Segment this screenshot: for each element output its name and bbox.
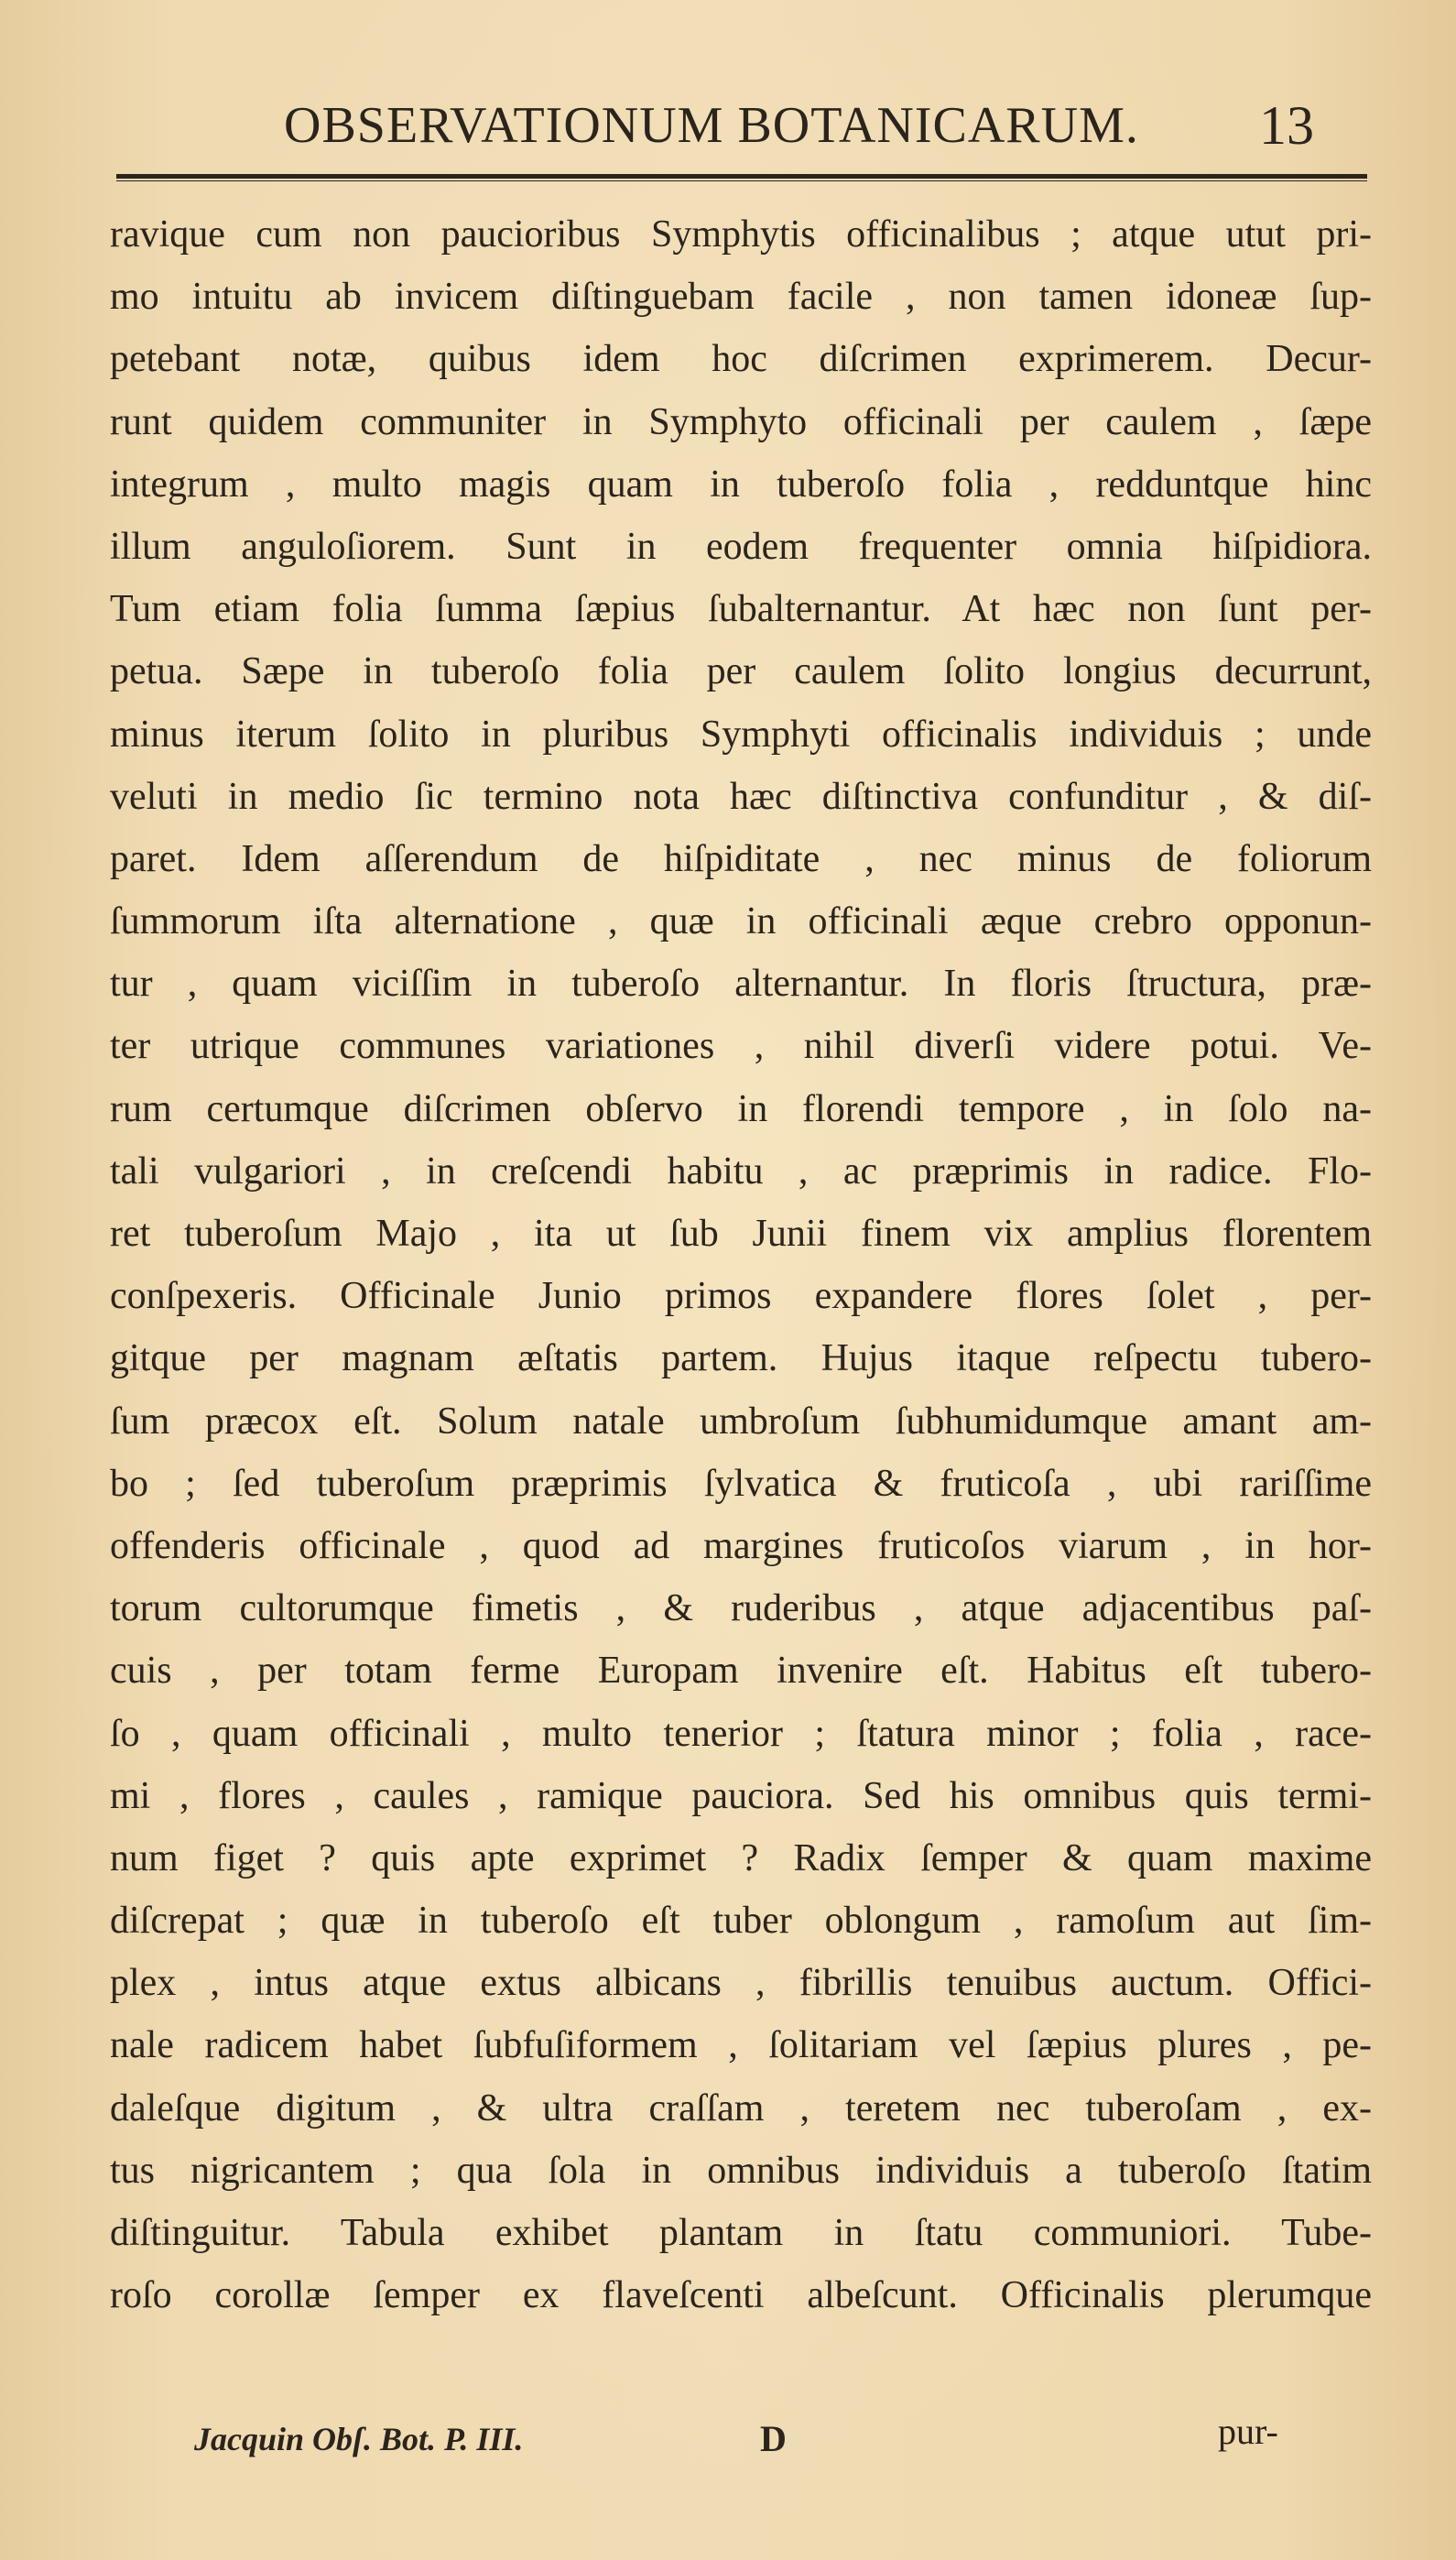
text-line: diſcrepat ; quæ in tuberoſo eſt tuber oblongum , ramoſum aut ſim- <box>110 1900 1372 1943</box>
footer-signature: Jacquin Obſ. Bot. P. III. <box>194 2421 524 2457</box>
text-line: nale radicem habet ſubfuſiformem , ſolitariam vel ſæpius plures , pe- <box>110 2024 1372 2067</box>
text-line: tus nigricantem ; qua ſola in omnibus individuis a tuberoſo ſtatim <box>110 2149 1372 2192</box>
text-line: diſtinguitur. Tabula exhibet plantam in ſtatu communiori. Tube- <box>110 2212 1372 2254</box>
text-line: daleſque digitum , & ultra craſſam , teretem nec tuberoſam , ex- <box>110 2086 1372 2130</box>
header-rule <box>116 174 1367 181</box>
text-line: bo ; ſed tuberoſum præprimis ſylvatica & fruticoſa , ubi rariſſime <box>110 1462 1372 1505</box>
text-line: ravique cum non paucioribus Symphytis officinalibus ; atque utut pri- <box>110 213 1372 256</box>
text-line: petua. Sæpe in tuberoſo folia per caulem ſolito longius decurrunt, <box>110 650 1372 693</box>
page-footer <box>110 2407 1372 2471</box>
text-line: ſum præcox eſt. Solum natale umbroſum ſubhumidumque amant am- <box>110 1400 1372 1443</box>
text-line: rum certumque diſcrimen obſervo in florendi tempore , in ſolo na- <box>110 1087 1372 1130</box>
page-number: 13 <box>1259 95 1314 156</box>
text-line: paret. Idem aſſerendum de hiſpiditate , nec minus de foliorum <box>110 837 1372 880</box>
page-header <box>110 84 1374 167</box>
text-line: integrum , multo magis quam in tuberoſo folia , redduntque hinc <box>110 463 1372 506</box>
text-line: petebant notæ, quibus idem hoc diſcrimen exprimerem. Decur- <box>110 338 1372 381</box>
text-line: plex , intus atque extus albicans , fibrillis tenuibus auctum. Offici- <box>110 1962 1372 2005</box>
text-line: ſummorum iſta alternatione , quæ in officinali æque crebro opponun- <box>110 900 1372 943</box>
text-line: conſpexeris. Officinale Junio primos expandere flores ſolet , per- <box>110 1275 1372 1318</box>
text-line: offenderis officinale , quod ad margines fruticoſos viarum , in hor- <box>110 1524 1372 1567</box>
text-line: ſo , quam officinali , multo tenerior ; ſtatura minor ; folia , race- <box>110 1712 1372 1755</box>
text-line: gitque per magnam æſtatis partem. Hujus itaque reſpectu tubero- <box>110 1337 1372 1380</box>
text-line: tali vulgariori , in creſcendi habitu , ac præprimis in radice. Flo- <box>110 1149 1372 1193</box>
text-line: cuis , per totam ferme Europam invenire eſt. Habitus eſt tubero- <box>110 1650 1372 1693</box>
catchword: pur- <box>1218 2411 1278 2452</box>
text-line: runt quidem communiter in Symphyto officinali per caulem , ſæpe <box>110 400 1372 443</box>
text-line: ret tuberoſum Majo , ita ut ſub Junii finem vix amplius florentem <box>110 1213 1372 1255</box>
text-line: mo intuitu ab invicem diſtinguebam facile , non tamen idoneæ ſup- <box>110 276 1372 319</box>
text-line: tur , quam viciſſim in tuberoſo alternantur. In floris ſtructura, præ- <box>110 963 1372 1006</box>
text-line: ter utrique communes variationes , nihil diverſi videre potui. Ve- <box>110 1025 1372 1068</box>
text-line: num figet ? quis apte exprimet ? Radix ſemper & quam maxime <box>110 1836 1372 1879</box>
text-line: mi , flores , caules , ramique pauciora. Sed his omnibus quis termi- <box>110 1774 1372 1817</box>
body-text <box>110 203 1372 2326</box>
text-line: illum anguloſiorem. Sunt in eodem frequenter omnia hiſpidiora. <box>110 525 1372 568</box>
text-line: roſo corollæ ſemper ex flaveſcenti albeſcunt. Officinalis plerumque <box>110 2274 1372 2317</box>
text-line: minus iterum ſolito in pluribus Symphyti officinalis individuis ; unde <box>110 713 1372 756</box>
text-line: veluti in medio ſic termino nota hæc diſtinctiva confunditur , & diſ- <box>110 775 1372 818</box>
running-title: OBSERVATIONUM BOTANICARUM. <box>284 97 1139 154</box>
text-line: Tum etiam folia ſumma ſæpius ſubalternantur. At hæc non ſunt per- <box>110 588 1372 631</box>
signature-mark: D <box>760 2418 787 2459</box>
text-line: torum cultorumque fimetis , & ruderibus , atque adjacentibus paſ- <box>110 1587 1372 1630</box>
